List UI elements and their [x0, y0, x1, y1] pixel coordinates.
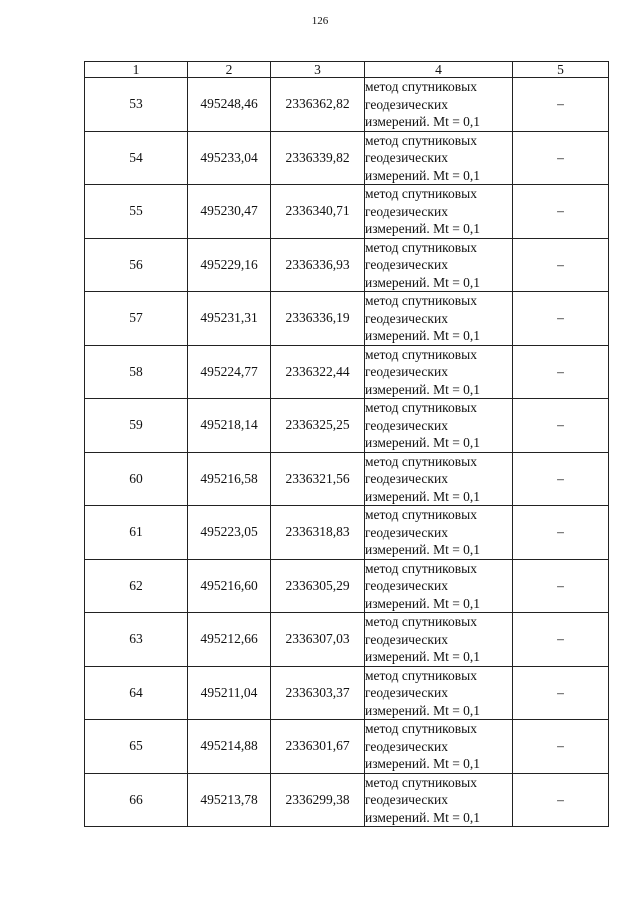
x-coordinate-cell: 495224,77 — [188, 345, 271, 399]
note-cell: – — [513, 720, 609, 774]
table-row — [85, 238, 609, 292]
header-col-2: 2 — [188, 62, 271, 78]
x-coordinate-cell: 495223,05 — [188, 506, 271, 560]
method-line: метод спутниковых — [365, 132, 477, 148]
method-line: метод спутниковых — [365, 453, 477, 469]
table-row — [85, 345, 609, 399]
x-coordinate-cell: 495248,46 — [188, 78, 271, 132]
method-line: измерений. Mt = 0,1 — [365, 809, 481, 825]
x-coordinate-cell: 495231,31 — [188, 292, 271, 346]
method-line: измерений. Mt = 0,1 — [365, 114, 481, 129]
table-row — [85, 452, 609, 506]
table-header-row — [85, 62, 609, 78]
y-coordinate-cell: 2336339,82 — [271, 131, 365, 185]
point-number-cell: 60 — [85, 452, 188, 506]
method-cell — [365, 185, 513, 239]
method-line: метод спутниковых — [365, 507, 477, 522]
table-row — [85, 292, 609, 346]
method-line: геодезических — [365, 631, 448, 647]
note-cell: – — [513, 506, 609, 560]
y-coordinate-cell: 2336307,03 — [271, 613, 365, 667]
method-line: измерений. Mt = 0,1 — [365, 167, 481, 183]
x-coordinate-cell: 495216,58 — [188, 452, 271, 506]
table-row — [85, 666, 609, 720]
note-cell: – — [513, 452, 609, 506]
method-line: метод спутниковых — [365, 186, 477, 201]
method-line: измерений. Mt = 0,1 — [365, 649, 481, 664]
method-line: геодезических — [365, 417, 448, 433]
method-cell — [365, 292, 513, 346]
method-line: геодезических — [365, 364, 448, 379]
note-cell: – — [513, 773, 609, 827]
y-coordinate-cell: 2336303,37 — [271, 666, 365, 720]
y-coordinate-cell: 2336299,38 — [271, 773, 365, 827]
point-number-cell: 62 — [85, 559, 188, 613]
page-number: 126 — [311, 15, 329, 27]
y-coordinate-cell: 2336362,82 — [271, 78, 365, 132]
table-row — [85, 613, 609, 667]
method-cell — [365, 238, 513, 292]
x-coordinate-cell: 495212,66 — [188, 613, 271, 667]
y-coordinate-cell: 2336322,44 — [271, 345, 365, 399]
header-col-5: 5 — [513, 62, 609, 78]
y-coordinate-cell: 2336340,71 — [271, 185, 365, 239]
method-line: геодезических — [365, 738, 448, 754]
header-col-1: 1 — [85, 62, 188, 78]
method-line: измерений. Mt = 0,1 — [365, 274, 481, 290]
method-line: измерений. Mt = 0,1 — [365, 595, 481, 611]
method-line: измерений. Mt = 0,1 — [365, 221, 481, 236]
method-line: метод спутниковых — [365, 614, 477, 629]
y-coordinate-cell: 2336318,83 — [271, 506, 365, 560]
method-line: геодезических — [365, 150, 448, 165]
point-number-cell: 58 — [85, 345, 188, 399]
method-line: геодезических — [365, 471, 448, 486]
y-coordinate-cell: 2336301,67 — [271, 720, 365, 774]
x-coordinate-cell: 495211,04 — [188, 666, 271, 720]
note-cell: – — [513, 399, 609, 453]
point-number-cell: 61 — [85, 506, 188, 560]
table-row — [85, 506, 609, 560]
method-line: геодезических — [365, 203, 448, 219]
table-row — [85, 185, 609, 239]
method-line: измерений. Mt = 0,1 — [365, 381, 481, 397]
method-line: измерений. Mt = 0,1 — [365, 702, 481, 718]
method-line: метод спутниковых — [365, 400, 477, 415]
method-cell — [365, 506, 513, 560]
method-line: измерений. Mt = 0,1 — [365, 328, 481, 343]
note-cell: – — [513, 185, 609, 239]
method-cell — [365, 720, 513, 774]
table-row — [85, 131, 609, 185]
point-number-cell: 57 — [85, 292, 188, 346]
method-line: метод спутниковых — [365, 293, 477, 308]
method-line: метод спутниковых — [365, 346, 477, 362]
table-row — [85, 773, 609, 827]
x-coordinate-cell: 495230,47 — [188, 185, 271, 239]
x-coordinate-cell: 495229,16 — [188, 238, 271, 292]
point-number-cell: 53 — [85, 78, 188, 132]
note-cell: – — [513, 78, 609, 132]
method-line: измерений. Mt = 0,1 — [365, 488, 481, 504]
table-row — [85, 559, 609, 613]
y-coordinate-cell: 2336336,93 — [271, 238, 365, 292]
method-line: измерений. Mt = 0,1 — [365, 435, 481, 450]
method-cell — [365, 452, 513, 506]
method-line: метод спутниковых — [365, 667, 477, 683]
method-line: метод спутниковых — [365, 721, 477, 736]
method-line: измерений. Mt = 0,1 — [365, 756, 481, 771]
method-cell — [365, 399, 513, 453]
note-cell: – — [513, 345, 609, 399]
method-cell — [365, 78, 513, 132]
note-cell: – — [513, 613, 609, 667]
method-cell — [365, 666, 513, 720]
point-number-cell: 55 — [85, 185, 188, 239]
point-number-cell: 59 — [85, 399, 188, 453]
y-coordinate-cell: 2336325,25 — [271, 399, 365, 453]
method-line: геодезических — [365, 685, 448, 700]
table-body — [85, 78, 609, 827]
table-row — [85, 399, 609, 453]
point-number-cell: 54 — [85, 131, 188, 185]
method-cell — [365, 613, 513, 667]
point-number-cell: 64 — [85, 666, 188, 720]
method-cell — [365, 345, 513, 399]
method-line: геодезических — [365, 524, 448, 540]
point-number-cell: 66 — [85, 773, 188, 827]
header-col-4: 4 — [365, 62, 513, 78]
header-col-3: 3 — [271, 62, 365, 78]
table-row — [85, 720, 609, 774]
note-cell: – — [513, 238, 609, 292]
x-coordinate-cell: 495213,78 — [188, 773, 271, 827]
x-coordinate-cell: 495216,60 — [188, 559, 271, 613]
y-coordinate-cell: 2336321,56 — [271, 452, 365, 506]
method-cell — [365, 559, 513, 613]
y-coordinate-cell: 2336336,19 — [271, 292, 365, 346]
x-coordinate-cell: 495214,88 — [188, 720, 271, 774]
note-cell: – — [513, 131, 609, 185]
method-cell — [365, 131, 513, 185]
method-line: геодезических — [365, 310, 448, 326]
method-line: геодезических — [365, 578, 448, 593]
method-line: метод спутниковых — [365, 79, 477, 94]
note-cell: – — [513, 292, 609, 346]
y-coordinate-cell: 2336305,29 — [271, 559, 365, 613]
note-cell: – — [513, 559, 609, 613]
note-cell: – — [513, 666, 609, 720]
point-number-cell: 56 — [85, 238, 188, 292]
method-line: метод спутниковых — [365, 239, 477, 255]
method-line: геодезических — [365, 792, 448, 807]
method-cell — [365, 773, 513, 827]
coordinates-table — [84, 61, 609, 827]
method-line: геодезических — [365, 257, 448, 272]
table-row — [85, 78, 609, 132]
point-number-cell: 65 — [85, 720, 188, 774]
method-line: метод спутниковых — [365, 774, 477, 790]
method-line: метод спутниковых — [365, 560, 477, 576]
method-line: геодезических — [365, 96, 448, 112]
x-coordinate-cell: 495233,04 — [188, 131, 271, 185]
method-line: измерений. Mt = 0,1 — [365, 542, 481, 557]
x-coordinate-cell: 495218,14 — [188, 399, 271, 453]
point-number-cell: 63 — [85, 613, 188, 667]
